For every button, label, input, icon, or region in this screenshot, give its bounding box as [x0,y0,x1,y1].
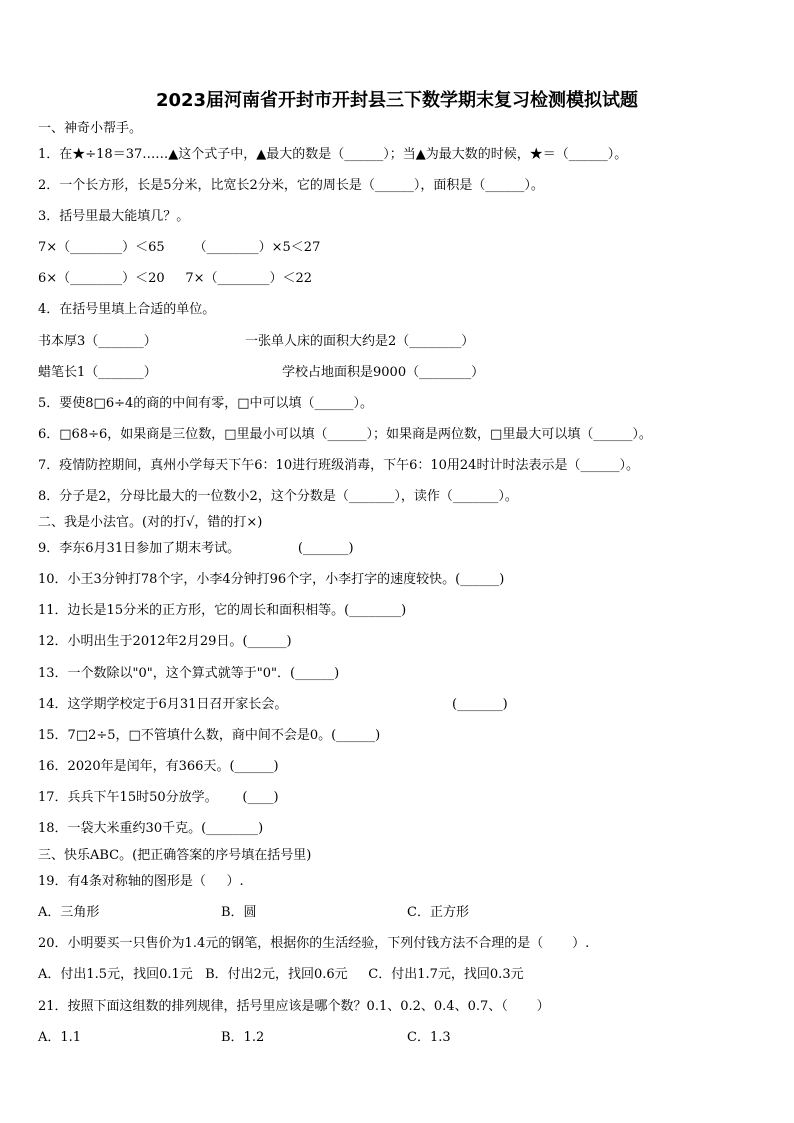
text-line: 三、快乐ABC。(把正确答案的序号填在括号里) [38,848,312,863]
text-line: 一、神奇小帮手。 [38,121,143,136]
text-line: (_______) [452,697,508,712]
text-line: 8．分子是2，分母比最大的一位数小2，这个分数是（_______），读作（_______）。 [38,489,518,504]
text-line: 20．小明要买一只售价为1.4元的钢笔，根据你的生活经验，下列付钱方法不合理的是（ ）. [38,936,590,951]
text-line: 6．□68÷6，如果商是三位数，□里最小可以填（______）；如果商是两位数，□里最大可以填（______）。 [38,427,652,442]
text-line: A．付出1.5元，找回0.1元 B．付出2元，找回0.6元 C．付出1.7元，找回0.3元 [38,967,524,982]
text-line: 一张单人床的面积大约是2（________） [245,334,475,349]
text-line: C．正方形 [407,905,469,920]
text-line: C．1.3 [407,1030,451,1045]
text-line: 18．一袋大米重约30千克。(________) [38,821,264,836]
text-line: 二、我是小法官。(对的打√，错的打×) [38,515,263,530]
text-line: 19．有4条对称轴的图形是（ ）. [38,874,244,889]
text-line: B．1.2 [221,1030,265,1045]
text-line: A．1.1 [38,1030,82,1045]
text-line: 9．李东6月31日参加了期末考试。 (_______) [38,541,354,556]
text-line: 学校占地面积是9000（________） [282,365,485,380]
text-line: 7×（________）＜65 （________）×5＜27 [38,240,321,255]
text-line: 5．要使8□6÷4的商的中间有零，□中可以填（______）。 [38,396,374,411]
text-line: 15．7□2÷5，□不管填什么数，商中间不会是0。(______) [38,728,381,743]
text-line: 21．按照下面这组数的排列规律，括号里应该是哪个数？0.1、0.2、0.4、0.7、（ ） [38,999,550,1014]
text-line: A．三角形 [38,905,100,920]
text-line: 书本厚3（_______） [38,334,157,349]
text-line: 11．边长是15分米的正方形，它的周长和面积相等。(________) [38,603,407,618]
text-line: 10．小王3分钟打78个字，小李4分钟打96个字，小李打字的速度较快。(______) [38,572,505,587]
text-line: 17．兵兵下午15时50分放学。 (____) [38,790,279,805]
text-line: 13．一个数除以"0"，这个算式就等于"0"．(______) [38,666,340,681]
text-line: 4．在括号里填上合适的单位。 [38,302,216,317]
text-line: 1．在★÷18＝37……▲这个式子中，▲最大的数是（______）；当▲为最大数的时候，★＝（______）。 [38,147,628,162]
text-line: 2．一个长方形，长是5分米，比宽长2分米，它的周长是（______），面积是（______）。 [38,178,544,193]
text-line: 16．2020年是闰年，有366天。(______) [38,759,279,774]
text-line: 7．疫情防控期间，真州小学每天下午6：10进行班级消毒，下午6：10用24时计时法表示是（______）。 [38,458,639,473]
text-line: 6×（________）＜20 7×（________）＜22 [38,271,313,286]
text-line: 14．这学期学校定于6月31日召开家长会。 [38,697,288,712]
text-line: 蜡笔长1（_______） [38,365,157,380]
text-line: 12．小明出生于2012年2月29日。(______) [38,634,292,649]
page-title: 2023届河南省开封市开封县三下数学期末复习检测模拟试题 [155,90,639,111]
text-line: 3．括号里最大能填几？。 [38,209,190,224]
text-line: B．圆 [221,905,257,920]
